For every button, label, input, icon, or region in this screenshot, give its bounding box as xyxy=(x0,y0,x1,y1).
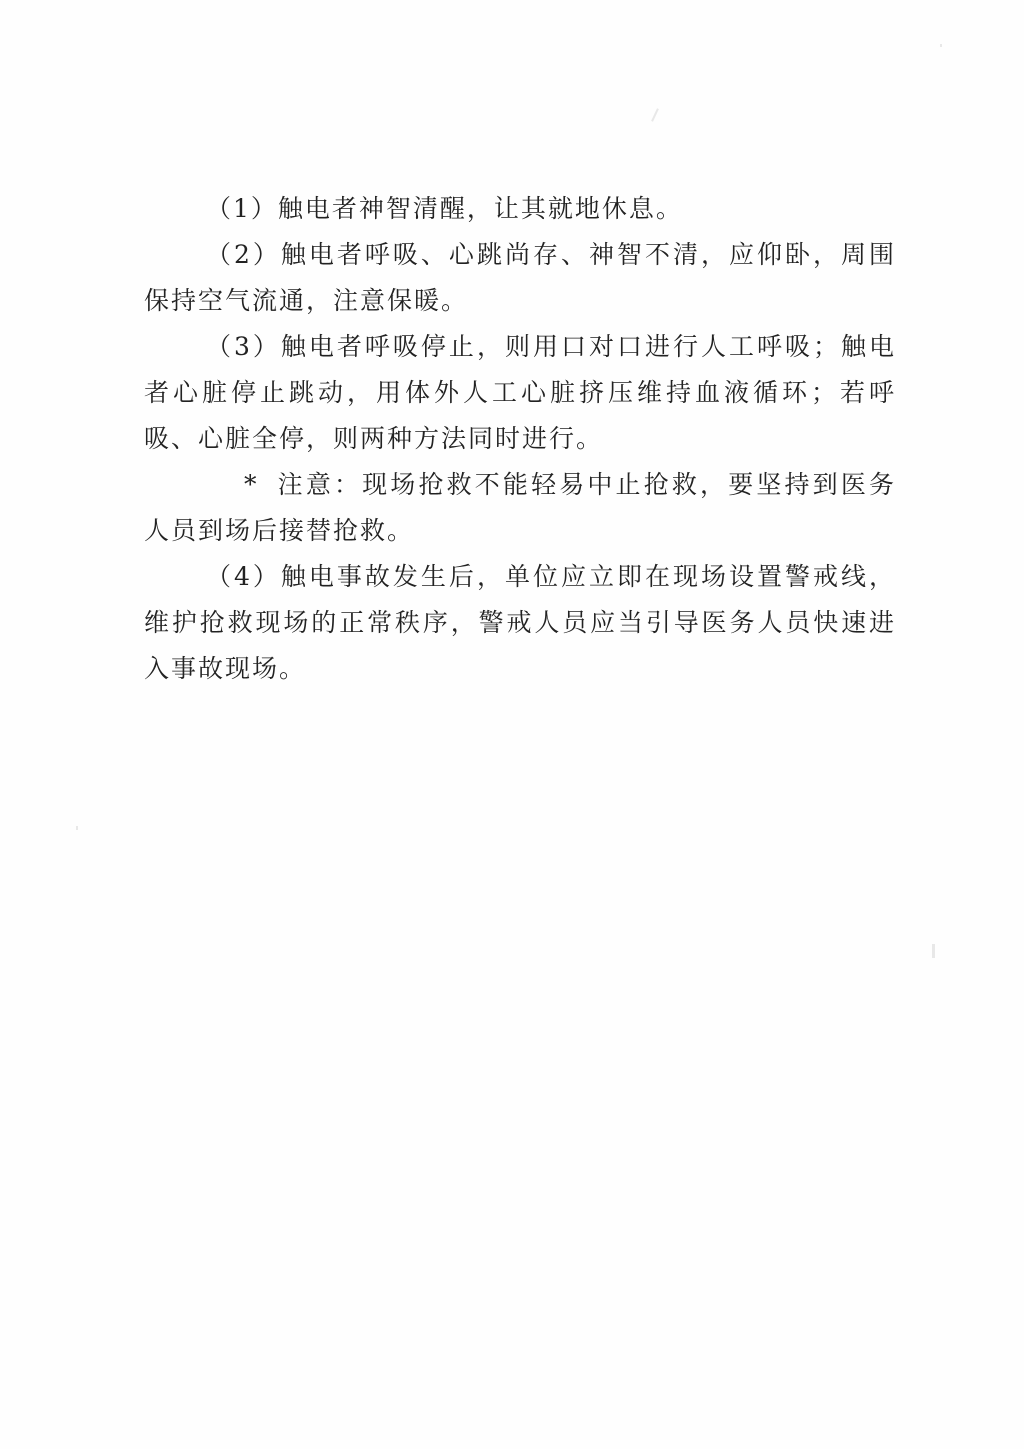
scan-mark xyxy=(932,944,935,958)
scan-mark xyxy=(76,826,78,830)
scan-mark xyxy=(651,108,659,122)
paragraph-3: （3）触电者呼吸停止，则用口对口进行人工呼吸；触电者心脏停止跳动，用体外人工心脏挤压维持血液循环；若呼吸、心脏全停，则两种方法同时进行。 xyxy=(144,332,896,453)
document-body xyxy=(144,186,896,692)
paragraph-1: （1）触电者神智清醒，让其就地休息。 xyxy=(206,194,683,223)
scan-mark xyxy=(940,44,942,47)
note-paragraph xyxy=(144,462,896,554)
note-star: * xyxy=(244,470,259,499)
paragraph-2: （2）触电者呼吸、心跳尚存、神智不清，应仰卧，周围保持空气流通，注意保暖。 xyxy=(144,240,896,315)
paragraph-4: （4）触电事故发生后，单位应立即在现场设置警戒线，维护抢救现场的正常秩序，警戒人员应当引导医务人员快速进入事故现场。 xyxy=(144,562,896,683)
note-text: 注意：现场抢救不能轻易中止抢救，要坚持到医务人员到场后接替抢救。 xyxy=(144,470,896,545)
